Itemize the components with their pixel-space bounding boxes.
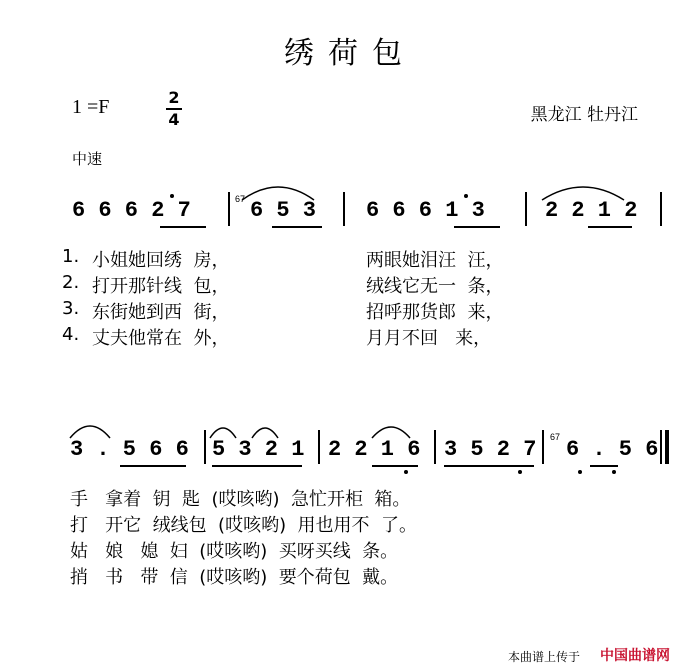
high-dot bbox=[464, 194, 468, 198]
measure-1: 6 6 6 2 7 bbox=[72, 198, 191, 223]
verse-num: 3. bbox=[62, 298, 80, 319]
song-title: 绣荷包 bbox=[284, 36, 416, 71]
underline bbox=[160, 226, 206, 228]
bar-line bbox=[542, 430, 544, 464]
verse-num: 2. bbox=[62, 272, 80, 293]
verse-lyric: 打开那针线 包， bbox=[92, 276, 230, 297]
underline bbox=[272, 226, 322, 228]
measure-2: 5 3 2 1 bbox=[212, 437, 305, 462]
verse-lyric: 手 拿着 钥 匙 (哎咳哟) 急忙开柜 箱。 bbox=[70, 489, 411, 510]
underline bbox=[590, 465, 618, 467]
measure-4: 2 2 1 2 bbox=[545, 198, 638, 223]
region-label: 黑龙江 牡丹江 bbox=[530, 105, 638, 125]
final-bar-thick bbox=[665, 430, 669, 464]
verse-lyric: 东街她到西 街， bbox=[92, 302, 230, 323]
site-logo: 中国曲谱网 bbox=[600, 648, 670, 664]
measure-4: 3 5 2 7 bbox=[444, 437, 537, 462]
time-top: 2 bbox=[168, 88, 180, 107]
tempo-marking: 中速 bbox=[72, 150, 103, 168]
measure-3: 6 6 6 1 3 bbox=[366, 198, 485, 223]
time-bottom: 4 bbox=[168, 110, 180, 129]
underline bbox=[588, 226, 632, 228]
underline bbox=[454, 226, 500, 228]
bar-line bbox=[525, 192, 527, 226]
verse-lyric: 招呼那货郎 来， bbox=[366, 302, 504, 323]
verse-num: 4. bbox=[62, 324, 80, 345]
measure-1: 3 . 5 6 6 bbox=[70, 437, 189, 462]
bar-line bbox=[318, 430, 320, 464]
bar-line bbox=[434, 430, 436, 464]
low-dot bbox=[404, 470, 408, 474]
verse-lyric: 打 开它 绒线包 (哎咳哟) 用也用不 了。 bbox=[70, 515, 417, 536]
underline bbox=[212, 465, 302, 467]
grace-note: 67 bbox=[235, 194, 246, 204]
grace-note: 67 bbox=[550, 432, 561, 442]
high-dot bbox=[170, 194, 174, 198]
low-dot bbox=[612, 470, 616, 474]
verse-lyric: 小姐她回绣 房， bbox=[92, 250, 230, 271]
underline bbox=[372, 465, 418, 467]
verse-lyric: 捎 书 带 信 (哎咳哟) 要个荷包 戴。 bbox=[70, 567, 399, 588]
bar-line bbox=[343, 192, 345, 226]
footer-text: 本曲谱上传于 bbox=[508, 650, 581, 664]
verse-lyric: 丈夫他常在 外， bbox=[92, 328, 230, 349]
bar-line bbox=[660, 192, 662, 226]
verse-lyric: 绒线它无一 条， bbox=[366, 276, 504, 297]
verse-lyric: 两眼她泪汪 汪， bbox=[366, 250, 504, 271]
measure-2: 6 5 3 bbox=[250, 198, 317, 223]
underline bbox=[444, 465, 534, 467]
verse-lyric: 姑 娘 媳 妇 (哎咳哟) 买呀买线 条。 bbox=[70, 541, 399, 562]
verse-lyric: 月月不回 来， bbox=[366, 328, 492, 349]
time-signature bbox=[166, 88, 182, 130]
underline bbox=[120, 465, 186, 467]
measure-5: 6 . 5 6 bbox=[566, 437, 659, 462]
low-dot bbox=[578, 470, 582, 474]
verse-num: 1. bbox=[62, 246, 80, 267]
measure-3: 2 2 1 6 bbox=[328, 437, 421, 462]
key-signature: 1 =F bbox=[72, 96, 110, 118]
final-bar-thin bbox=[660, 430, 662, 464]
low-dot bbox=[518, 470, 522, 474]
bar-line bbox=[228, 192, 230, 226]
